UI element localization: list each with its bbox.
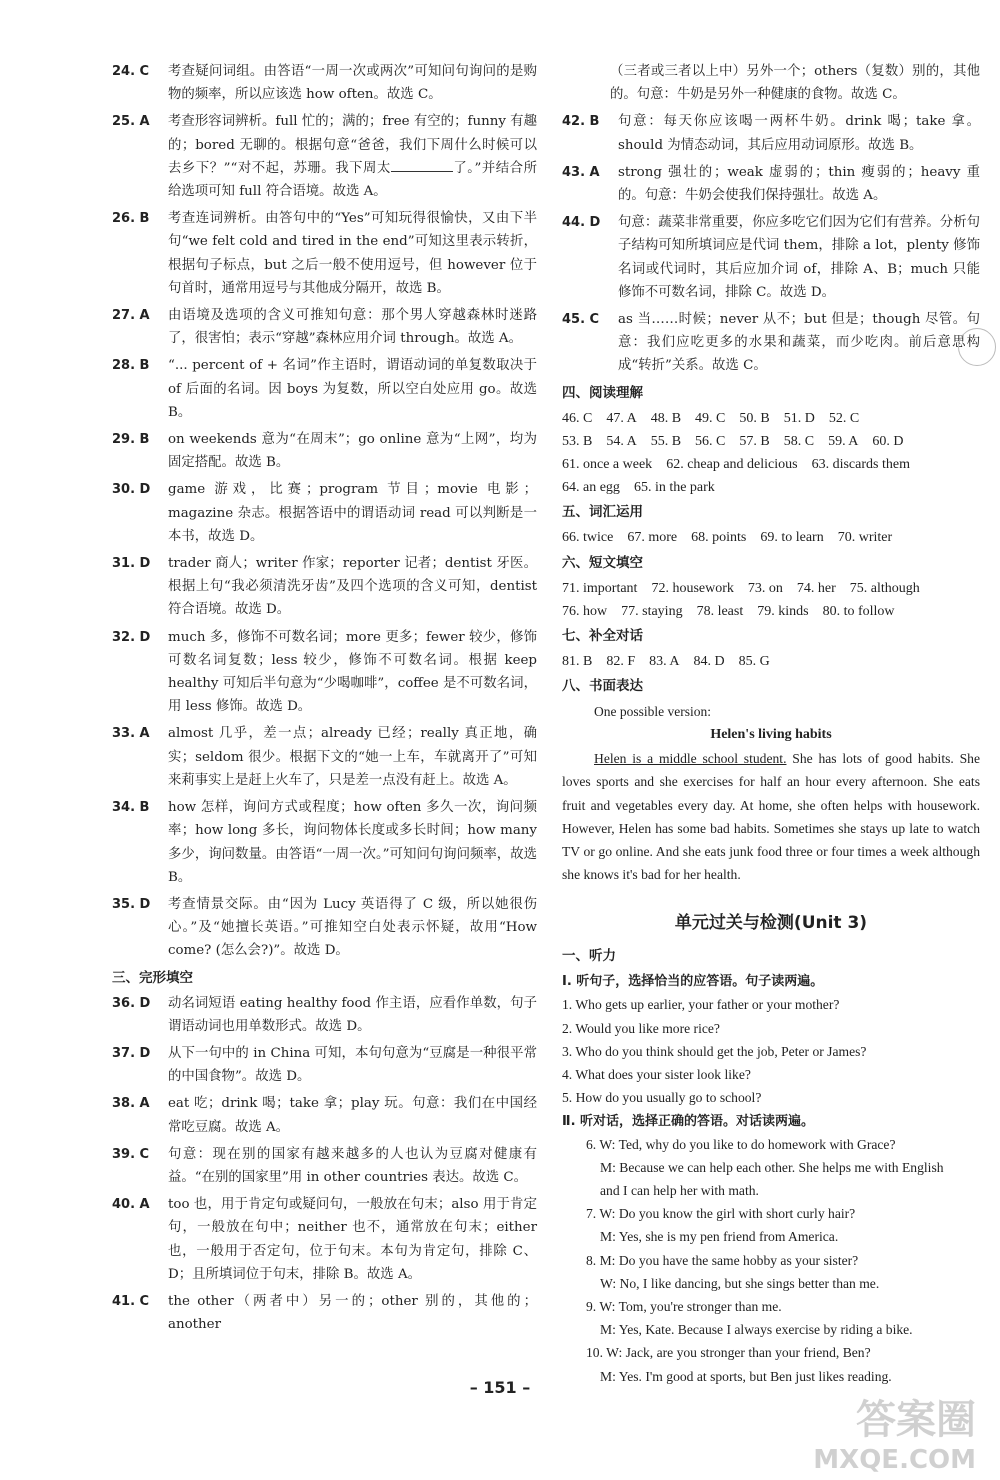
section-writing-heading: 八、书面表达: [562, 678, 643, 695]
listening-part1-items: [562, 993, 980, 1109]
explanation-text: much 多，修饰不可数名词；more 更多；fewer 较少，修饰可数名词复数；less 较少，修饰不可数名词。根据 keep healthy 可知后半句意为“少喝咖啡”，coffee 是不可数名词，用 less 修饰。故选 D。: [168, 629, 537, 715]
answer-number: 44. D: [562, 215, 601, 231]
answer-item: 62. cheap and delicious: [666, 457, 798, 473]
answer-item: 80. to follow: [822, 603, 895, 619]
answer-item: 50. B: [739, 410, 770, 426]
answer-explanation: [618, 161, 980, 207]
answer-entry: [562, 161, 980, 207]
answer-explanation: [168, 1193, 537, 1286]
answer-entry: [112, 796, 537, 889]
answer-item: 48. B: [650, 410, 682, 426]
section-passage-heading: 六、短文填空: [562, 554, 643, 571]
explanation-text: 考查形容词辨析。full 忙的；满的；free 有空的；funny 有趣的；bored 无聊的。根据句意“爸爸，我们下周什么时候可以去乡下？”“对不起，苏珊。我下周太: [168, 114, 537, 176]
watermark-line1: 答案圈: [856, 1397, 976, 1443]
answer-entry: [112, 626, 537, 719]
explanation-text: 考查疑问词组。由答语“一周一次或两次”可知问句询问的是购物的频率，所以应该选 how often。故选 C。: [168, 64, 537, 103]
listening-part2-items: [562, 1133, 980, 1388]
answer-item: 58. C: [783, 433, 815, 449]
explanation-text: “... percent of + 名词”作主语时，谓语动词的单复数取决于 of 后面的名词。因 boys 为复数，所以空白处应用 go。故选 B。: [168, 358, 537, 420]
unit-title: 单元过关与检测(Unit 3): [674, 913, 868, 934]
answer-number: 33. A: [112, 726, 150, 742]
explanation-text: eat 吃；drink 喝；take 拿；play 玩。句意：我们在中国经常吃豆腐。故选 A。: [168, 1096, 537, 1135]
listening-dialogue-line: and I can help her with math.: [600, 1182, 759, 1198]
explanation-text: 从下一句中的 in China 可知，本句句意为“豆腐是一种很平常的中国食物”。故选 D。: [168, 1045, 537, 1085]
explanation-text: the other（两者中）另一的；other 别的，其他的；another: [168, 1293, 537, 1333]
answer-item: 85. G: [738, 654, 770, 670]
explanation-text: as 当……时候；never 从不；but 但是；though 尽管。句意：我们应吃更多的水果和蔬菜，而少吃肉。前后意思构成“转折”关系。故选 C。: [618, 312, 980, 374]
answer-item: 54. A: [606, 433, 637, 449]
answer-item: 63. discards them: [811, 457, 910, 473]
answer-entry: [112, 207, 537, 300]
listening-part2-heading: Ⅱ. 听对话，选择正确的答语。对话读两遍。: [562, 1113, 815, 1129]
answer-explanation: [168, 110, 537, 203]
answer-item: 57. B: [739, 433, 770, 449]
answer-item: 84. D: [693, 654, 725, 670]
answer-number: 27. A: [112, 308, 150, 324]
answer-item: 55. B: [650, 433, 682, 449]
answer-number: 38. A: [112, 1096, 150, 1112]
answer-item: 66. twice: [562, 530, 614, 546]
explanation-text: 动名词短语 eating healthy food 作主语，应看作单数，句子谓语动词也用单数形式。故选 D。: [168, 995, 537, 1034]
answer-item: 76. how: [562, 603, 608, 619]
listening-heading: 一、听力: [562, 948, 616, 965]
answer-entry: [112, 1143, 537, 1189]
answer-entry: [112, 428, 537, 474]
answer-row: [562, 430, 980, 453]
right-answer-list: [562, 60, 980, 378]
explanation-text: 句意：蔬菜非常重要，你应多吃它们因为它们有营养。分析句子结构可知所填词应是代词 them，排除 a lot，plenty 修饰名词或代词时，其后应加介词 of，排除 A、B；much 只能修饰不可数名词，排除 C。故选 D。: [618, 215, 980, 300]
essay-title: Helen's living habits: [710, 727, 832, 743]
listening-dialogue-line: M: Yes, she is my pen friend from America.: [600, 1229, 839, 1245]
answer-item: 72. housework: [651, 580, 734, 596]
answer-item: 82. F: [606, 654, 636, 670]
answer-explanation: [168, 1092, 537, 1138]
explanation-text: 考查情景交际。由“因为 Lucy 英语得了 C 级，所以她很伤心。”及“她擅长英语。”可推知空白处表示怀疑，故用“How come? (怎么会?)”。故选 D。: [168, 896, 537, 959]
explanation-text: how 怎样，询问方式或程度；how often 多久一次，询问频率；how long 多长，询问物体长度或多长时间；how many 多少，询问数量。由答语“一周一次。”可知问句询问频率，故选 B。: [168, 800, 537, 885]
answer-explanation: [168, 60, 537, 106]
watermark-line2: MXQE.COM: [813, 1445, 976, 1475]
answer-explanation: [168, 796, 537, 889]
answer-number: 29. B: [112, 432, 150, 448]
explanation-text: 考查连词辨析。由答句中的“Yes”可知玩得很愉快，又由下半句“we felt cold and tired in the end”可知这里表示转折，根据句子标点，but 之后一般不使用逗号，但 however 位于句首时，通常用逗号与其他成分隔开，故选 B。: [168, 211, 537, 296]
answer-item: 47. A: [606, 410, 637, 426]
right-column: [562, 60, 980, 1388]
answer-item: 51. D: [783, 410, 815, 426]
answer-item: 78. least: [696, 603, 744, 619]
answer-item: 49. C: [695, 410, 726, 426]
vocab-answers: [562, 526, 980, 549]
listening-dialogue-line: 9. W: Tom, you're stronger than me.: [586, 1298, 782, 1314]
listening-sentence: 5. How do you usually go to school?: [562, 1090, 762, 1106]
explanation-text: game 游戏，比赛；program 节目；movie 电影；magazine 杂志。根据答语中的谓语动词 read 可以判断是一本书，故选 D。: [168, 482, 537, 544]
answer-item: 61. once a week: [562, 457, 653, 473]
listening-dialogue-line: 6. W: Ted, why do you like to do homework with Grace?: [586, 1136, 896, 1152]
answer-entry: [562, 110, 980, 156]
answer-entry: [112, 552, 537, 622]
answer-row: [562, 526, 980, 549]
listening-sentence: 3. Who do you think should get the job, Peter or James?: [562, 1043, 867, 1059]
answer-explanation: [168, 428, 537, 474]
answer-explanation: [168, 722, 537, 792]
answer-entry: [112, 304, 537, 350]
explanation-text: trader 商人；writer 作家；reporter 记者；dentist 牙医。根据上句“我必须清洗牙齿”及四个选项的含义可知，dentist 符合语境。故选 D。: [168, 556, 537, 618]
listening-dialogue-line: M: Yes, Kate. Because I always exercise by riding a bike.: [600, 1322, 913, 1338]
listening-dialogue-line: M: Yes. I'm good at sports, but Ben just likes reading.: [600, 1368, 892, 1384]
answer-explanation: [618, 110, 980, 156]
answer-continuation: （三者或三者以上中）另外一个；others（复数）别的，其他的。句意：牛奶是另外一种健康的食物。故选 C。: [610, 64, 980, 103]
answer-explanation: [168, 207, 537, 300]
answer-entry: [112, 992, 537, 1038]
answer-row: [562, 476, 980, 499]
answer-item: 60. D: [872, 433, 904, 449]
answer-entry: [562, 308, 980, 378]
answer-number: 25. A: [112, 114, 150, 130]
answer-explanation: [168, 992, 537, 1038]
answer-number: 31. D: [112, 556, 151, 572]
listening-dialogue-line: M: Because we can help each other. She helps me with English: [600, 1159, 944, 1175]
answer-number: 28. B: [112, 358, 150, 374]
answer-number: 30. D: [112, 482, 151, 498]
listening-sentence: 4. What does your sister look like?: [562, 1067, 751, 1083]
answer-number: 37. D: [112, 1045, 151, 1061]
answer-explanation: [168, 893, 537, 963]
explanation-text: 由语境及选项的含义可推知句意：那个男人穿越森林时迷路了，很害怕；表示“穿越”森林应用介词 through。故选 A。: [168, 308, 537, 347]
answer-item: 68. points: [691, 530, 747, 546]
answer-explanation: [168, 626, 537, 719]
listening-dialogue-line: W: No, I like dancing, but she sings better than me.: [600, 1275, 880, 1291]
answer-entry: [112, 60, 537, 106]
answer-item: 83. A: [649, 654, 680, 670]
answer-number: 36. D: [112, 995, 151, 1011]
left-answer-list: [112, 60, 537, 963]
explanation-text: on weekends 意为“在周末”；go online 意为“上网”，均为固定搭配。故选 B。: [168, 432, 537, 471]
essay-body: [562, 747, 980, 886]
answer-entry: [112, 354, 537, 424]
answer-explanation: [168, 552, 537, 622]
answer-number: 39. C: [112, 1146, 150, 1162]
essay-note: One possible version:: [594, 704, 711, 720]
answer-number: 40. A: [112, 1197, 150, 1213]
explanation-text: 句意：现在别的国家有越来越多的人也认为豆腐对健康有益。“在别的国家里”用 in other countries 表达。故选 C。: [168, 1146, 537, 1185]
answer-row: [562, 407, 980, 430]
answer-entry: [112, 1042, 537, 1088]
answer-number: 45. C: [562, 312, 600, 328]
left-column: [112, 60, 537, 1340]
answer-explanation: [618, 308, 980, 378]
answer-item: 81. B: [562, 654, 593, 670]
answer-explanation: [168, 304, 537, 350]
listening-dialogue-line: 7. W: Do you know the girl with short curly hair?: [586, 1206, 856, 1222]
answer-item: 74. her: [796, 580, 836, 596]
answer-row: [562, 600, 980, 623]
explanation-text: strong 强壮的；weak 虚弱的；thin 瘦弱的；heavy 重的。句意：牛奶会使我们保持强壮。故选 A。: [618, 164, 980, 204]
answer-number: 24. C: [112, 64, 150, 79]
answer-item: 73. on: [747, 580, 783, 596]
section-reading-heading: 四、阅读理解: [562, 384, 643, 401]
passage-answers: [562, 577, 980, 623]
answer-item: 67. more: [627, 530, 678, 546]
answer-item: 53. B: [562, 433, 593, 449]
answer-explanation: [168, 1143, 537, 1189]
answer-item: 59. A: [828, 433, 859, 449]
answer-item: 75. although: [849, 580, 920, 596]
listening-sentence: 1. Who gets up earlier, your father or your mother?: [562, 997, 840, 1013]
page-number: – 151 –: [469, 1378, 531, 1397]
listening-dialogue-line: 8. M: Do you have the same hobby as your sister?: [586, 1252, 859, 1268]
explanation-text: too 也，用于肯定句或疑问句，一般放在句末；also 用于肯定句，一般放在句中；neither 也不，通常放在句末；either 也，一般用于否定句，位于句末。本句为肯定句，排除 C、D；且所填词位于句末，排除 B。故选 A。: [168, 1197, 537, 1282]
cloze-answer-list: [112, 992, 537, 1337]
answer-explanation: [168, 1290, 537, 1336]
answer-item: 69. to learn: [760, 530, 824, 546]
section-dialogue-heading: 七、补全对话: [562, 628, 643, 645]
listening-sentence: 2. Would you like more rice?: [562, 1020, 720, 1036]
answer-number: 32. D: [112, 629, 151, 645]
answer-item: 79. kinds: [757, 603, 809, 619]
answer-item: 56. C: [695, 433, 726, 449]
dialogue-answers: [562, 650, 980, 673]
answer-entry: [112, 893, 537, 963]
answer-number: 34. B: [112, 800, 150, 816]
answer-item: 70. writer: [837, 530, 893, 546]
answer-number: 43. A: [562, 164, 600, 180]
answer-item: 71. important: [562, 580, 638, 596]
section-vocab-heading: 五、词汇运用: [562, 504, 643, 521]
answer-number: 26. B: [112, 211, 150, 227]
answer-entry: [562, 211, 980, 304]
answer-item: 77. staying: [621, 603, 683, 619]
answer-row: [562, 577, 980, 600]
answer-entry: [112, 1092, 537, 1138]
fill-blank: [391, 157, 453, 172]
answer-item: 64. an egg: [562, 480, 620, 496]
listening-dialogue-line: 10. W: Jack, are you stronger than your friend, Ben?: [586, 1345, 871, 1361]
answer-entry: [112, 1290, 537, 1336]
answer-number: 35. D: [112, 896, 151, 912]
answer-explanation: [168, 478, 537, 548]
reading-answers: [562, 407, 980, 500]
answer-row: [562, 650, 980, 673]
answer-explanation: [168, 354, 537, 424]
answer-entry: [112, 110, 537, 203]
seal-stamp: [958, 328, 996, 366]
answer-number: 41. C: [112, 1293, 150, 1309]
answer-row: [562, 453, 980, 476]
essay-rest: She has lots of good habits. She loves sports and she exercises for half an hour every afternoon. She eats fruit and vegetables every day. At home, she often helps with housework. However, Helen has some bad habits. Sometimes she stays up late to watch TV or go online. And she eats junk food three or four times a week although she knows it's bad for her health.: [562, 751, 980, 883]
answer-item: 46. C: [562, 410, 593, 426]
essay-first-sentence: Helen is a middle school student.: [594, 751, 787, 767]
answer-item: 52. C: [828, 410, 860, 426]
section-cloze-heading: 三、完形填空: [112, 969, 193, 986]
listening-part1-heading: Ⅰ. 听句子，选择恰当的应答语。句子读两遍。: [562, 974, 824, 990]
watermark-logo: [813, 1397, 976, 1480]
answer-entry: [112, 478, 537, 548]
answer-explanation: [168, 1042, 537, 1088]
answer-number: 42. B: [562, 114, 600, 130]
answer-entry: [112, 722, 537, 792]
explanation-text-after: 了。”并结合所给选项可知 full 符合语境。故选 A。: [168, 160, 537, 200]
answer-item: 65. in the park: [633, 480, 715, 496]
explanation-text: 句意：每天你应该喝一两杯牛奶。drink 喝；take 拿。should 为情态动词，其后应用动词原形。故选 B。: [618, 114, 980, 153]
answer-explanation: [618, 211, 980, 304]
explanation-text: almost 几乎，差一点；already 已经；really 真正地，确实；seldom 很少。根据下文的“她一上车，车就离开了”可知来莉事实上是赶上火车了，只是差一点没有赶上。故选 A。: [168, 726, 537, 788]
answer-entry: [112, 1193, 537, 1286]
